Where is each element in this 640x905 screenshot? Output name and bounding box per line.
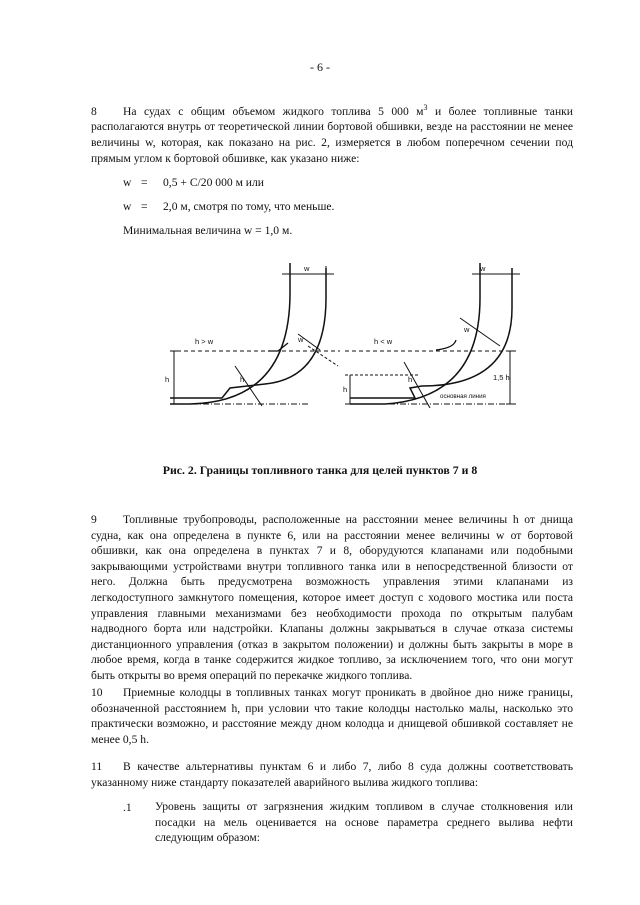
paragraph-number: 9: [91, 513, 97, 526]
right-hull-line: [350, 263, 480, 404]
left-h-gt-w-label: h > w: [195, 337, 214, 346]
paragraph-10: [91, 685, 573, 747]
subitem-number: .1: [123, 801, 132, 814]
paragraph-text: Топливные трубопроводы, расположенные на расстоянии менее величины h от днища судна, как она определена в пункте 6, или на расстоянии менее величины w от бортовой обшивки, как она определена в пунктах 7 и 8, оборудуются клапанами или подобными закрывающими устройствами внутри топливного танка или в непосредственной близости от него. Должна быть предусмотрена возможность управления этими клапанами из легкодоступного замкнутого помещения, которое имеет доступ с ходового мостика или поста управления главными механизмами без необходимости прохода по открытым палубам надводного борта или надстройки. Клапаны должны закрываться в случае отказа системы дистанционного управления (отказ в закрытом положении) и должны быть закрыты в море в любое время, когда в танке содержится жидкое топливо, за исключением того, что они могут быть открыты во время операций по перекачке жидкого топлива.: [91, 513, 573, 682]
paragraph-text: В качестве альтернативы пунктам 6 и либо 7, либо 8 суда должны соответствовать указанному ниже стандарту показателей аварийного вылива жидкого топлива:: [91, 760, 573, 789]
right-w-label: w: [480, 264, 486, 273]
left-tank-boundary: [170, 268, 326, 398]
page-number: - 6 -: [310, 60, 330, 74]
right-h-bottom-label: h: [408, 375, 413, 384]
paragraph-number: 11: [91, 760, 103, 773]
left-h-label: h: [165, 375, 170, 384]
paragraph-8: [91, 100, 573, 166]
right-w-diag-label: w: [464, 325, 470, 334]
formula-1: w = 0,5 + C/20 000 м или: [123, 176, 264, 189]
left-notch: [268, 343, 288, 351]
right-1-5h-label: 1,5 h: [493, 373, 510, 382]
left-h-bottom-label: h: [240, 375, 245, 384]
paragraph-number: 8: [91, 104, 97, 118]
baseline-label: основная линия: [440, 393, 486, 400]
right-tank-boundary: [350, 268, 512, 398]
right-h-lt-w-label: h < w: [374, 337, 393, 346]
paragraph-9: [91, 512, 573, 684]
paragraph-text-cont: и более топливные танки располагаются внутрь от теоретической линии бортовой обшивки, везде на расстоянии не менее величины w, которая, как показано на рис. 2, измеряется в любом поперечном сечении под прямым углом к бортовой обшивке, как указано ниже:: [91, 104, 573, 165]
subitem-1-text: Уровень защиты от загрязнения жидким топливом в случае столкновения или посадки на мель оценивается на основе параметра среднего вылива нефти следующим образом:: [155, 800, 573, 845]
paragraph-11: [91, 759, 573, 790]
superscript: 3: [423, 103, 428, 112]
minimum-value: Минимальная величина w = 1,0 м.: [123, 224, 293, 237]
right-h-label: h: [343, 385, 348, 394]
tank-boundary-diagram: [160, 258, 520, 418]
left-w-label: w: [304, 264, 310, 273]
left-w-diag-label: w: [298, 335, 304, 344]
formula-2: w = 2,0 м, смотря по тому, что меньше.: [123, 200, 335, 213]
paragraph-number: 10: [91, 686, 103, 699]
figure-caption: Рис. 2. Границы топливного танка для целей пунктов 7 и 8: [162, 463, 478, 477]
paragraph-text: На судах с общим объемом жидкого топлива 5 000 м: [123, 104, 424, 118]
paragraph-text: Приемные колодцы в топливных танках могут проникать в двойное дно ниже границы, обозначенной расстоянием h, при условии что такие колодцы настолько малы, насколько это практически возможно, и расстояние между дном колодца и днищевой обшивкой составляет не менее 0,5 h.: [91, 686, 573, 746]
